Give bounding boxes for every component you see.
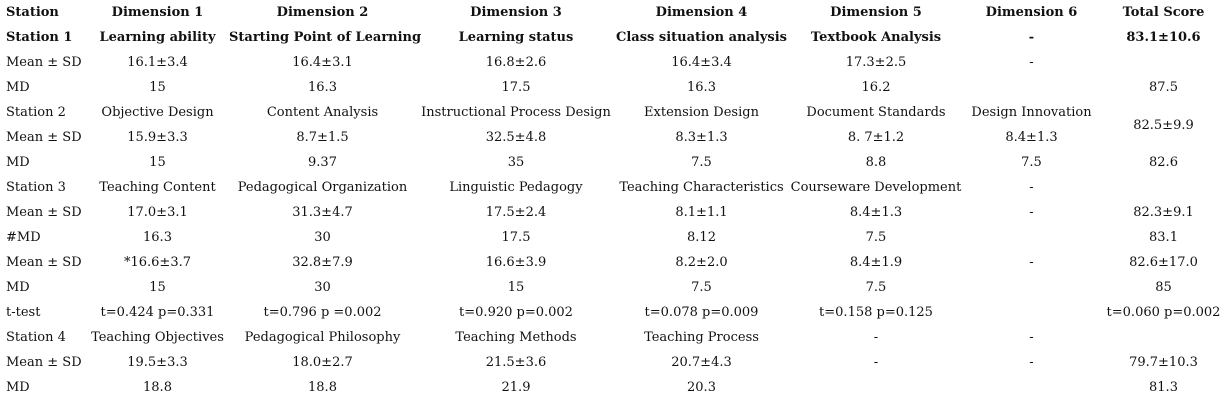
table-cell: *16.6±3.7: [123, 255, 191, 270]
table-cell: 17.0±3.1: [127, 205, 188, 220]
table-cell: Teaching Methods: [455, 330, 577, 345]
table-cell: 7.5: [1021, 155, 1042, 170]
table-cell: -: [873, 355, 879, 370]
table-cell: 18.8: [143, 380, 172, 395]
table-cell: MD: [6, 280, 30, 295]
header-cell: Dimension 5: [830, 5, 922, 20]
table-cell: 82.6±17.0: [1129, 255, 1198, 270]
table-cell: [965, 375, 1098, 400]
table-row: [0, 175, 1229, 200]
table-cell: 16.4±3.4: [671, 55, 732, 70]
table-cell: Instructional Process Design: [421, 105, 611, 120]
table-cell: Pedagogical Organization: [237, 180, 408, 195]
table-cell: Starting Point of Learning: [229, 30, 422, 45]
table-cell: Station 1: [6, 30, 73, 45]
table-cell: 8.2±2.0: [675, 255, 728, 270]
table-cell: 16.3: [143, 230, 172, 245]
table-cell: 31.3±4.7: [292, 205, 353, 220]
table-cell: [965, 225, 1098, 250]
table-row: [0, 250, 1229, 275]
table-cell: 17.5: [501, 80, 531, 95]
table-cell: 9.37: [308, 155, 337, 170]
table-cell: t=0.920 p=0.002: [459, 305, 573, 320]
table-cell: -: [1029, 180, 1034, 195]
table-cell: 16.3: [308, 80, 337, 95]
table-row: [0, 125, 1229, 150]
table-cell: 32.8±7.9: [292, 255, 353, 270]
table-cell: Mean ± SD: [6, 255, 82, 270]
table-cell: 17.5±2.4: [485, 205, 547, 220]
table-cell: Teaching Process: [644, 330, 759, 345]
table-cell: 15.9±3.3: [127, 130, 188, 145]
table-cell: [965, 75, 1098, 100]
table-cell: 18.8: [308, 380, 337, 395]
table-cell: Design Innovation: [971, 105, 1092, 120]
table-row: [0, 350, 1229, 375]
table-cell: 7.5: [691, 280, 712, 295]
table-cell: t=0.424 p=0.331: [100, 305, 215, 320]
table-cell: [1098, 325, 1229, 350]
table-cell: Mean ± SD: [6, 205, 82, 220]
table-cell: 83.1: [1149, 230, 1178, 245]
table-row: [0, 325, 1229, 350]
table-cell: Station 4: [6, 330, 66, 345]
table-cell: Extension Design: [644, 105, 759, 120]
table-cell: t=0.158 p=0.125: [819, 305, 933, 320]
table-cell: 18.0±2.7: [292, 355, 353, 370]
table-cell: 8.3±1.3: [675, 130, 728, 145]
table-cell: Station 3: [6, 180, 66, 195]
table-cell: Content Analysis: [266, 105, 379, 120]
table-row: [0, 375, 1229, 400]
header-cell: Dimension 4: [655, 5, 748, 20]
table-cell: 17.3±2.5: [845, 55, 907, 70]
table-cell: Document Standards: [806, 105, 946, 120]
table-cell: 8. 7±1.2: [847, 130, 905, 145]
table-cell: 8.7±1.5: [296, 130, 349, 145]
table-cell: 15: [149, 155, 166, 170]
table-cell: 8.12: [687, 230, 716, 245]
table-cell: 20.3: [687, 380, 716, 395]
table-cell: 8.4±1.3: [1005, 130, 1058, 145]
header-cell: Dimension 3: [470, 5, 562, 20]
table-cell: 8.4±1.9: [849, 255, 903, 270]
table-row: [0, 300, 1229, 325]
table-cell: [787, 375, 965, 400]
header-cell: Total Score: [1122, 5, 1205, 20]
total-score-cell: 82.5±9.9: [1133, 117, 1194, 133]
table-cell: -: [873, 330, 879, 345]
table-cell: t=0.078 p=0.009: [644, 305, 759, 320]
table-cell: Teaching Characteristics: [619, 180, 784, 195]
table-cell: 15: [149, 280, 166, 295]
table-cell: #MD: [6, 230, 41, 245]
table-cell: 82.3±9.1: [1133, 205, 1194, 220]
table-row: [0, 75, 1229, 100]
table-row: [0, 100, 1229, 125]
table-cell: [965, 275, 1098, 300]
table-cell: 85: [1155, 280, 1172, 295]
table-cell: Mean ± SD: [6, 55, 82, 70]
table-cell: 81.3: [1149, 380, 1178, 395]
table-cell: 30: [314, 230, 331, 245]
table-cell: 17.5: [501, 230, 531, 245]
table-cell: 16.8±2.6: [485, 55, 547, 70]
table-cell: 87.5: [1149, 80, 1178, 95]
header-cell: Station: [6, 5, 59, 20]
table-cell: 16.3: [687, 80, 716, 95]
table-row: [0, 25, 1229, 50]
table-cell: Textbook Analysis: [810, 30, 942, 45]
table-row: [0, 150, 1229, 175]
table-cell: -: [1029, 255, 1034, 270]
header-cell: Dimension 2: [276, 5, 369, 20]
table-cell: -: [1029, 355, 1034, 370]
table-cell: Linguistic Pedagogy: [449, 180, 583, 195]
table-cell: Mean ± SD: [6, 355, 82, 370]
table-cell: 7.5: [865, 230, 887, 245]
table-cell: [965, 300, 1098, 325]
table-cell: Teaching Objectives: [91, 330, 224, 345]
table-cell: -: [1029, 205, 1034, 220]
table-cell: t-test: [6, 305, 41, 320]
table-cell: MD: [6, 155, 30, 170]
header-cell: Dimension 6: [985, 5, 1078, 20]
table-cell: Teaching Content: [99, 180, 216, 195]
table-cell: 20.7±4.3: [671, 355, 732, 370]
table-cell: [1098, 50, 1229, 75]
table-cell: -: [1028, 30, 1035, 45]
table-cell: 19.5±3.3: [127, 355, 188, 370]
table-cell: 8.1±1.1: [675, 205, 728, 220]
table-cell: 8.4±1.3: [849, 205, 903, 220]
table-cell: Class situation analysis: [616, 30, 787, 45]
table-cell: 79.7±10.3: [1129, 355, 1198, 370]
table-cell: 83.1±10.6: [1126, 30, 1201, 45]
table-cell: Pedagogical Philosophy: [244, 330, 401, 345]
header-cell: Dimension 1: [111, 5, 204, 20]
table-cell: 16.6±3.9: [485, 255, 547, 270]
table-cell: 7.5: [865, 280, 887, 295]
table-cell: 32.5±4.8: [485, 130, 547, 145]
table-cell: 35: [507, 155, 525, 170]
table-cell: 7.5: [691, 155, 712, 170]
table-row: [0, 275, 1229, 300]
table-cell: 15: [507, 280, 525, 295]
table-cell: 21.9: [501, 380, 531, 395]
table-cell: [1098, 175, 1229, 200]
table-cell: 16.2: [861, 80, 891, 95]
table-cell: -: [1029, 330, 1034, 345]
table-cell: Learning ability: [99, 30, 216, 45]
table-cell: t=0.060 p=0.002: [1106, 305, 1221, 320]
table-cell: Learning status: [458, 30, 574, 45]
table-cell: MD: [6, 80, 30, 95]
table-cell: Station 2: [6, 105, 66, 120]
header-row: [0, 0, 1229, 25]
table-cell: 8.8: [865, 155, 887, 170]
table-cell: t=0.796 p =0.002: [263, 305, 382, 320]
table-cell: MD: [6, 380, 30, 395]
table-cell: 30: [314, 280, 331, 295]
table-cell: Courseware Development: [790, 180, 962, 195]
table-cell: Objective Design: [101, 105, 214, 120]
table-cell: 21.5±3.6: [485, 355, 547, 370]
table-cell: 16.1±3.4: [127, 55, 188, 70]
table-cell: 15: [149, 80, 166, 95]
table-row: [0, 50, 1229, 75]
table-cell: -: [1029, 55, 1034, 70]
table-cell: 82.6: [1149, 155, 1178, 170]
table-cell: Mean ± SD: [6, 130, 82, 145]
table-row: [0, 200, 1229, 225]
table-row: [0, 225, 1229, 250]
table-cell: 16.4±3.1: [292, 55, 353, 70]
